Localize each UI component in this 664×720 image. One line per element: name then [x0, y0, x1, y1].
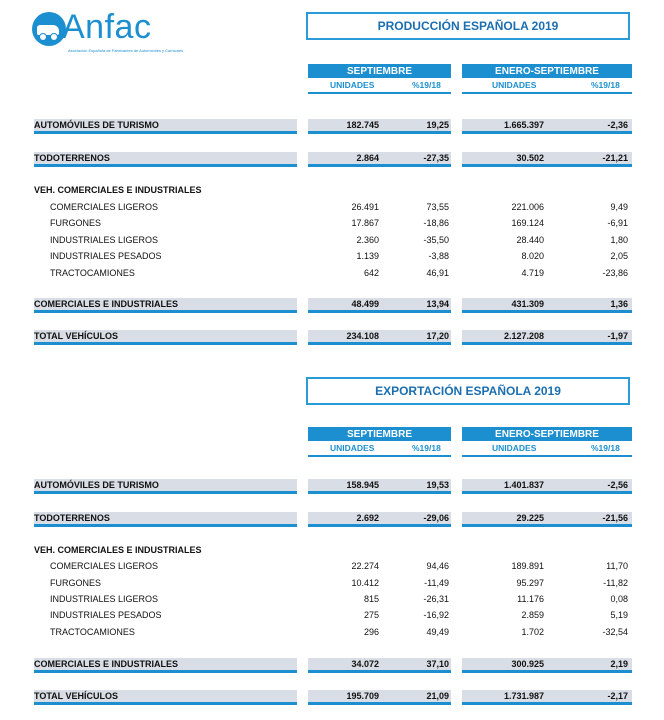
value-pct-ytd: -32,54: [602, 627, 628, 637]
value-pct-ytd: -6,91: [607, 218, 628, 228]
row-label: INDUSTRIALES LIGEROS: [50, 594, 159, 604]
value-pct-month: 19,25: [426, 120, 449, 130]
value-units-ytd: 8.020: [521, 251, 544, 261]
value-units-ytd: 169.124: [511, 218, 544, 228]
period-header-ytd: ENERO-SEPTIEMBRE: [462, 64, 632, 78]
subheader-rule: [462, 455, 632, 457]
car-icon: [32, 12, 66, 46]
value-pct-month: 46,91: [426, 268, 449, 278]
row-label: INDUSTRIALES LIGEROS: [50, 235, 159, 245]
period-header-ytd: ENERO-SEPTIEMBRE: [462, 427, 632, 441]
value-pct-ytd: -2,17: [607, 691, 628, 701]
value-units-month: 642: [363, 268, 379, 278]
value-units-month: 34.072: [351, 659, 379, 669]
row-label: AUTOMÓVILES DE TURISMO: [34, 120, 159, 130]
value-units-ytd: 4.719: [521, 268, 544, 278]
value-units-month: 1.139: [356, 251, 379, 261]
row-label: FURGONES: [50, 578, 102, 588]
value-pct-ytd: -1,97: [607, 331, 628, 341]
value-units-month: 17.867: [351, 218, 379, 228]
value-pct-month: 94,46: [426, 561, 449, 571]
value-pct-month: -27,35: [423, 153, 449, 163]
row-label: AUTOMÓVILES DE TURISMO: [34, 480, 159, 490]
value-units-month: 296: [363, 627, 379, 637]
subheader-rule: [462, 92, 632, 94]
value-units-month: 2.864: [356, 153, 379, 163]
row-label: COMERCIALES E INDUSTRIALES: [34, 299, 179, 309]
subheader-rule: [308, 455, 451, 457]
value-units-ytd: 95.297: [516, 578, 544, 588]
value-units-month: 48.499: [351, 299, 379, 309]
value-units-ytd: 29.225: [516, 513, 544, 523]
value-units-ytd: 221.006: [511, 202, 544, 212]
units-label: UNIDADES: [330, 443, 375, 453]
value-pct-month: 17,20: [426, 331, 449, 341]
value-units-ytd: 2.859: [521, 610, 544, 620]
row-label: FURGONES: [50, 218, 102, 228]
value-pct-ytd: -21,21: [602, 153, 628, 163]
value-pct-ytd: 1,80: [610, 235, 628, 245]
period-header-month: SEPTIEMBRE: [308, 64, 451, 78]
value-units-month: 158.945: [346, 480, 379, 490]
value-units-month: 2.692: [356, 513, 379, 523]
row-label: VEH. COMERCIALES E INDUSTRIALES: [34, 545, 202, 555]
value-pct-ytd: 2,19: [610, 659, 628, 669]
value-units-ytd: 11.176: [517, 594, 544, 604]
row-label: INDUSTRIALES PESADOS: [50, 610, 162, 620]
value-units-month: 26.491: [351, 202, 379, 212]
value-units-ytd: 431.309: [511, 299, 544, 309]
row-label: VEH. COMERCIALES E INDUSTRIALES: [34, 185, 202, 195]
pct-label: %19/18: [412, 443, 441, 453]
row-label: COMERCIALES LIGEROS: [50, 202, 159, 212]
row-label: TOTAL VEHÍCULOS: [34, 331, 119, 341]
value-pct-month: 73,55: [426, 202, 449, 212]
value-pct-month: 13,94: [426, 299, 449, 309]
row-label: TODOTERRENOS: [34, 513, 110, 523]
row-label: INDUSTRIALES PESADOS: [50, 251, 162, 261]
value-pct-ytd: -2,36: [607, 120, 628, 130]
units-label: UNIDADES: [492, 443, 537, 453]
pct-label: %19/18: [591, 443, 620, 453]
value-pct-ytd: 9,49: [610, 202, 628, 212]
section-title: EXPORTACIÓN ESPAÑOLA 2019: [306, 377, 630, 405]
value-units-month: 2.360: [356, 235, 379, 245]
logo-wordmark: Anfac: [62, 8, 152, 46]
value-pct-ytd: -23,86: [602, 268, 628, 278]
value-units-month: 182.745: [346, 120, 379, 130]
value-units-month: 234.108: [346, 331, 379, 341]
value-units-ytd: 1.401.837: [503, 480, 544, 490]
value-pct-ytd: 2,05: [610, 251, 628, 261]
pct-label: %19/18: [591, 80, 620, 90]
value-units-ytd: 300.925: [511, 659, 544, 669]
value-pct-month: 49,49: [426, 627, 449, 637]
value-pct-month: -16,92: [423, 610, 449, 620]
value-pct-month: -29,06: [423, 513, 449, 523]
value-units-month: 10.412: [351, 578, 379, 588]
row-label: COMERCIALES LIGEROS: [50, 561, 159, 571]
value-pct-month: 19,53: [426, 480, 449, 490]
units-label: UNIDADES: [330, 80, 375, 90]
value-units-month: 275: [363, 610, 379, 620]
value-pct-month: -11,49: [424, 578, 449, 588]
row-label: TRACTOCAMIONES: [50, 627, 135, 637]
logo-tagline: Asociación Española de Fabricantes de Automóviles y Camiones: [68, 48, 184, 53]
value-units-month: 22.274: [351, 561, 379, 571]
row-label: TOTAL VEHÍCULOS: [34, 691, 119, 701]
value-pct-ytd: 0,08: [610, 594, 628, 604]
pct-label: %19/18: [412, 80, 441, 90]
row-label: TRACTOCAMIONES: [50, 268, 135, 278]
units-label: UNIDADES: [492, 80, 537, 90]
value-units-ytd: 1.665.397: [503, 120, 544, 130]
subheader-rule: [308, 92, 451, 94]
value-pct-month: -26,31: [423, 594, 449, 604]
anfac-logo: [32, 10, 202, 56]
value-pct-ytd: -21,56: [602, 513, 628, 523]
value-units-ytd: 1.731.987: [503, 691, 544, 701]
row-label: TODOTERRENOS: [34, 153, 110, 163]
value-units-month: 195.709: [346, 691, 379, 701]
value-pct-month: -3,88: [428, 251, 449, 261]
value-pct-ytd: -11,82: [603, 578, 628, 588]
value-pct-month: -35,50: [423, 235, 449, 245]
value-units-ytd: 189.891: [511, 561, 544, 571]
value-pct-ytd: 5,19: [610, 610, 628, 620]
value-pct-ytd: -2,56: [607, 480, 628, 490]
value-pct-month: 21,09: [426, 691, 449, 701]
value-pct-month: -18,86: [423, 218, 449, 228]
value-pct-month: 37,10: [426, 659, 449, 669]
value-units-ytd: 28.440: [516, 235, 544, 245]
value-units-ytd: 1.702: [521, 627, 544, 637]
value-units-ytd: 2.127.208: [503, 331, 544, 341]
value-units-ytd: 30.502: [516, 153, 544, 163]
value-pct-ytd: 11,70: [606, 561, 628, 571]
period-header-month: SEPTIEMBRE: [308, 427, 451, 441]
value-pct-ytd: 1,36: [610, 299, 628, 309]
value-units-month: 815: [363, 594, 379, 604]
section-title: PRODUCCIÓN ESPAÑOLA 2019: [306, 12, 630, 40]
row-label: COMERCIALES E INDUSTRIALES: [34, 659, 179, 669]
